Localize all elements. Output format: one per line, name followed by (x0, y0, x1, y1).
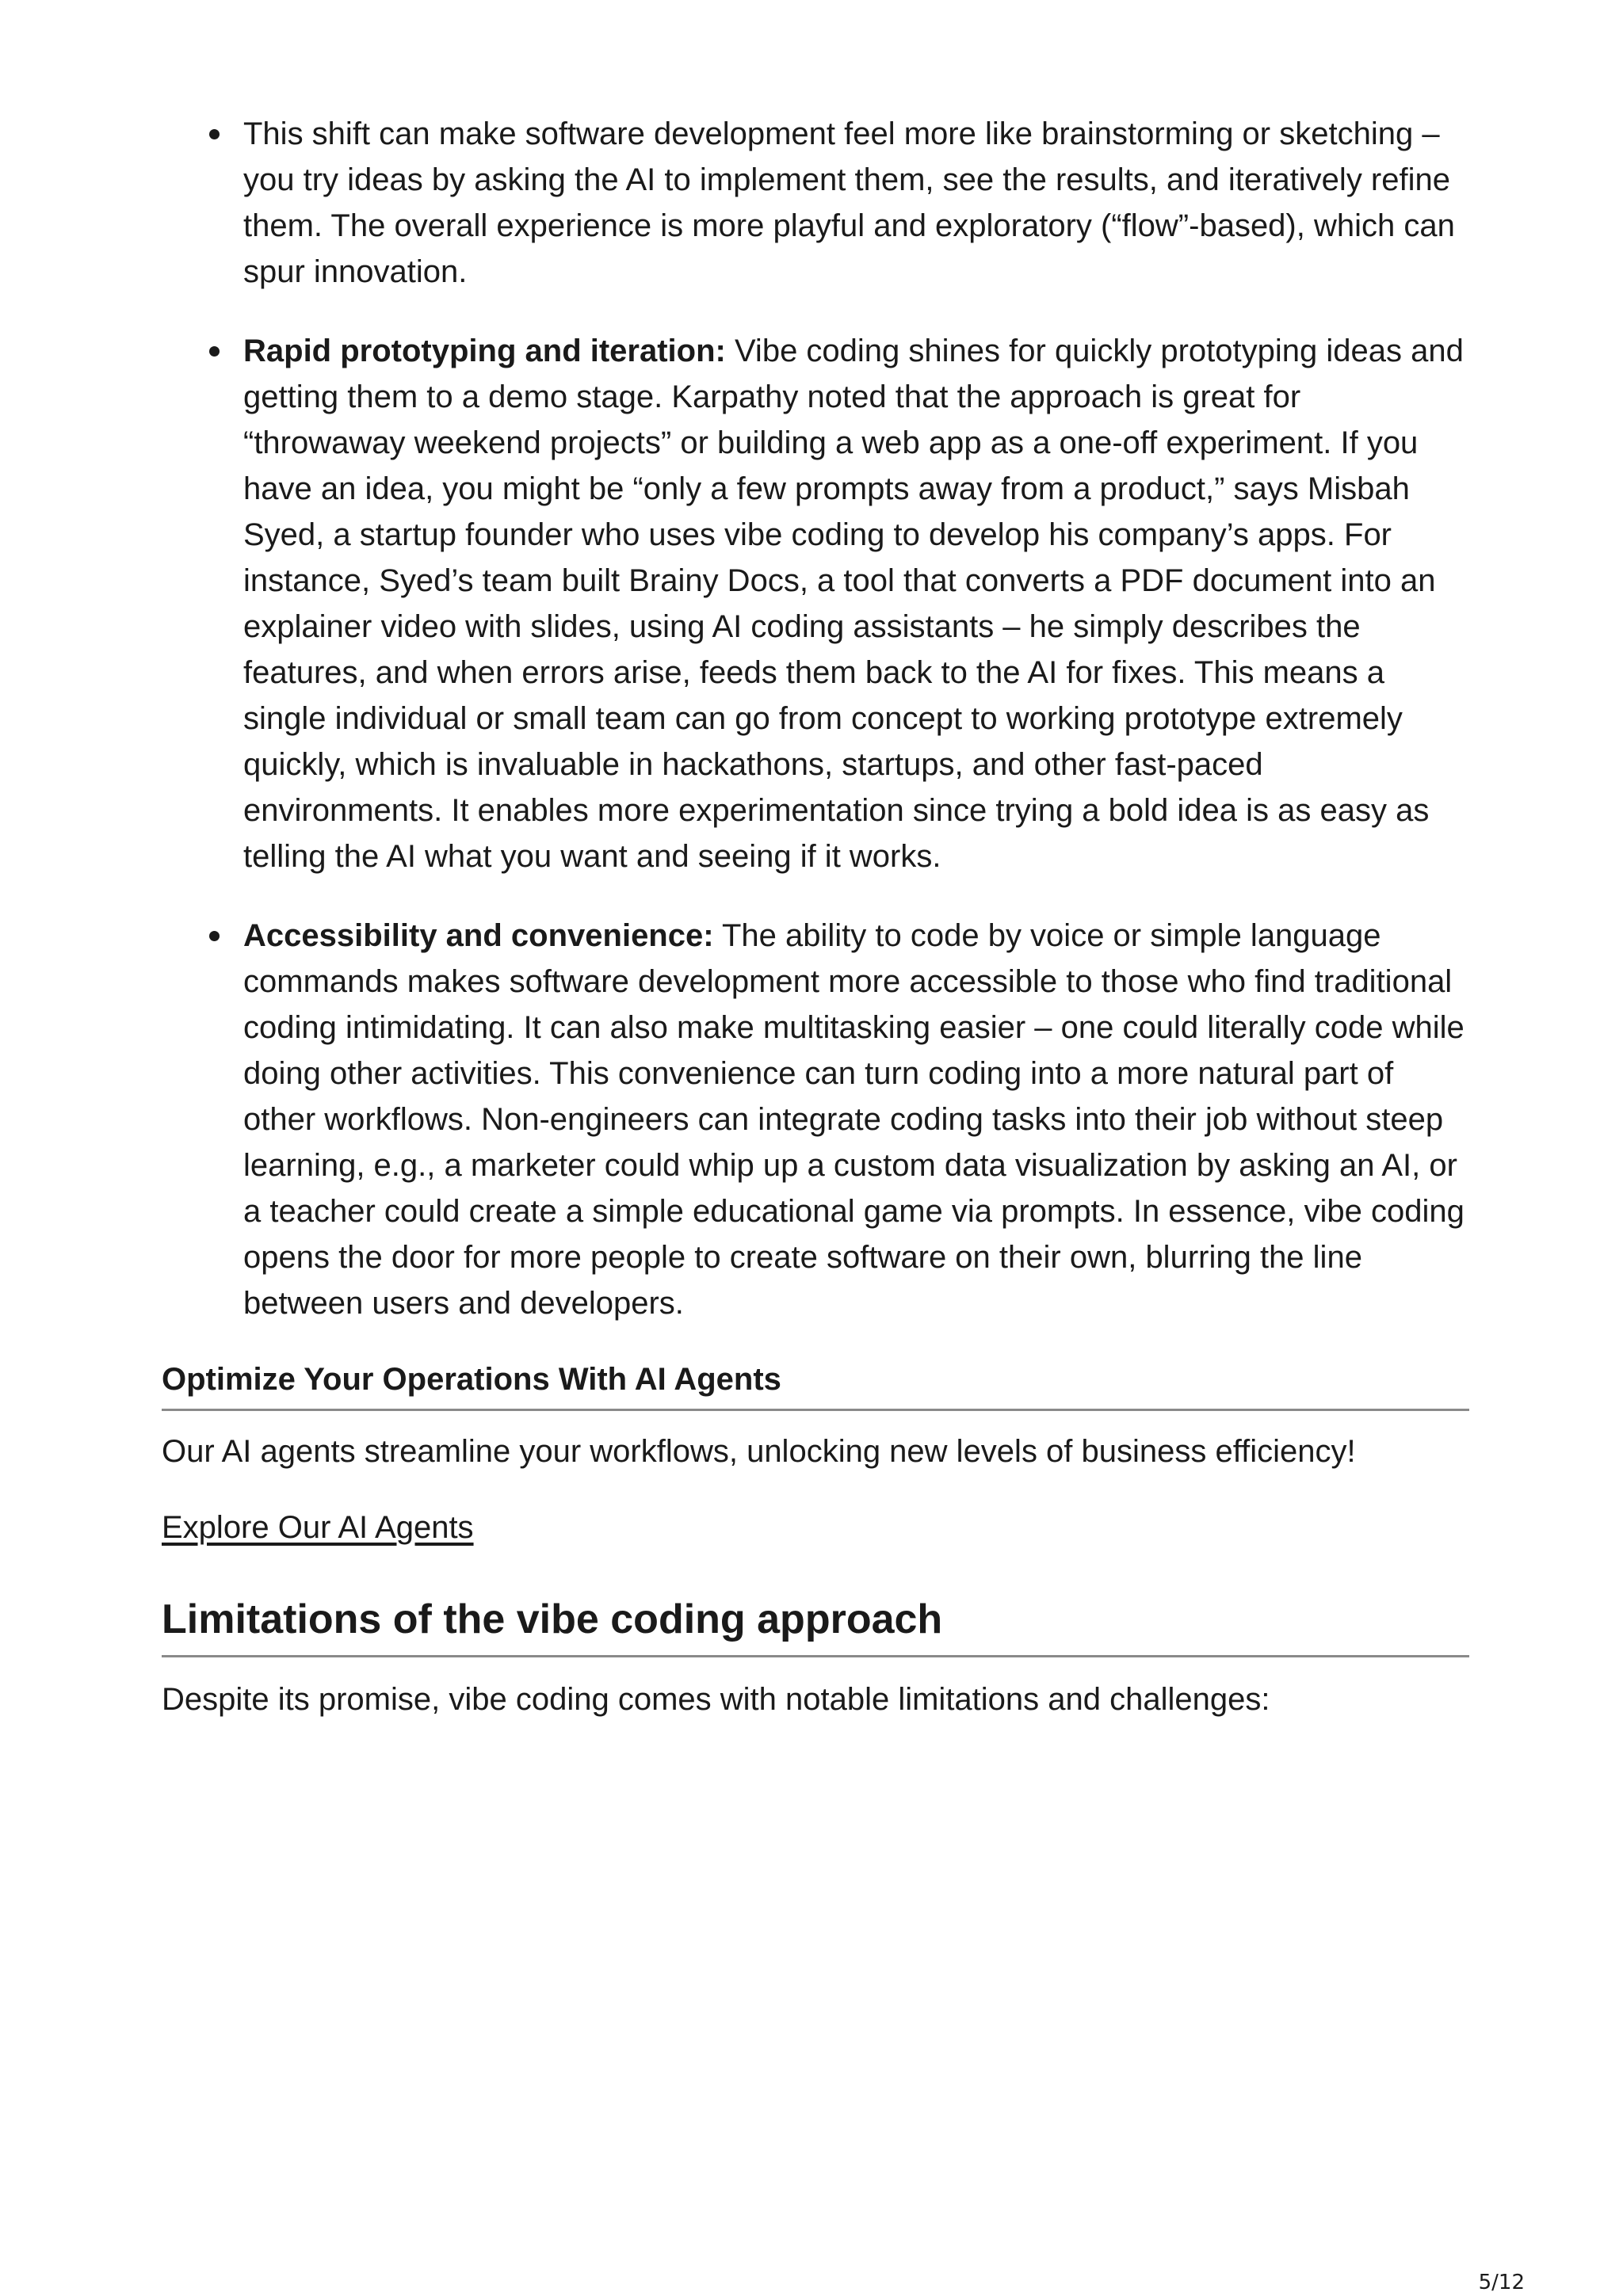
promo-text: Our AI agents streamline your workflows, unlocking new levels of business efficiency! (162, 1434, 1356, 1469)
benefits-list (162, 111, 1469, 1326)
list-item-text: The ability to code by voice or simple language commands makes software development more accessible to those who find traditional coding intimidating. It can also make multitasking easier – one could literally code while doing other activities. This convenience can turn coding into a more natural part of other workflows. Non-engineers can integrate coding tasks into their job without steep learning, e.g., a marketer could whip up a custom data visualization by asking an AI, or a teacher could create a simple educational game via prompts. In essence, vibe coding opens the door for more people to create software on their own, blurring the line between users and developers. (243, 918, 1465, 1321)
list-item (162, 328, 1469, 879)
document-page (162, 111, 1469, 1722)
bullet-dot-icon (209, 129, 220, 139)
list-item (162, 111, 1469, 295)
promo-title: Optimize Your Operations With AI Agents (162, 1356, 1469, 1411)
explore-ai-agents-link[interactable]: Explore Our AI Agents (162, 1510, 474, 1545)
list-item-label: Accessibility and convenience: (243, 918, 714, 953)
bullet-dot-icon (209, 346, 220, 357)
section-intro-text: Despite its promise, vibe coding comes with notable limitations and challenges: (162, 1682, 1270, 1717)
page-number: 5/12 (1478, 2271, 1525, 2294)
list-item-text: This shift can make software development feel more like brainstorming or sketching – you try ideas by asking the AI to implement them, see the results, and iteratively refine them. The overall experience is more playful and exploratory (“flow”-based), which can spur innovation. (243, 116, 1455, 289)
bullet-dot-icon (209, 931, 220, 941)
section-heading: Limitations of the vibe coding approach (162, 1592, 1469, 1657)
list-item (162, 913, 1469, 1326)
list-item-text: Vibe coding shines for quickly prototyping ideas and getting them to a demo stage. Karpathy noted that the approach is great for “throwaway weekend projects” or building a web app as a one-off experiment. If you have an idea, you might be “only a few prompts away from a product,” says Misbah Syed, a startup founder who uses vibe coding to develop his company’s apps. For instance, Syed’s team built Brainy Docs, a tool that converts a PDF document into an explainer video with slides, using AI coding assistants – he simply describes the features, and when errors arise, feeds them back to the AI for fixes. This means a single individual or small team can go from concept to working prototype extremely quickly, which is invaluable in hackathons, startups, and other fast-paced environments. It enables more experimentation since trying a bold idea is as easy as telling the AI what you want and seeing if it works. (243, 334, 1464, 874)
list-item-label: Rapid prototyping and iteration: (243, 334, 726, 368)
